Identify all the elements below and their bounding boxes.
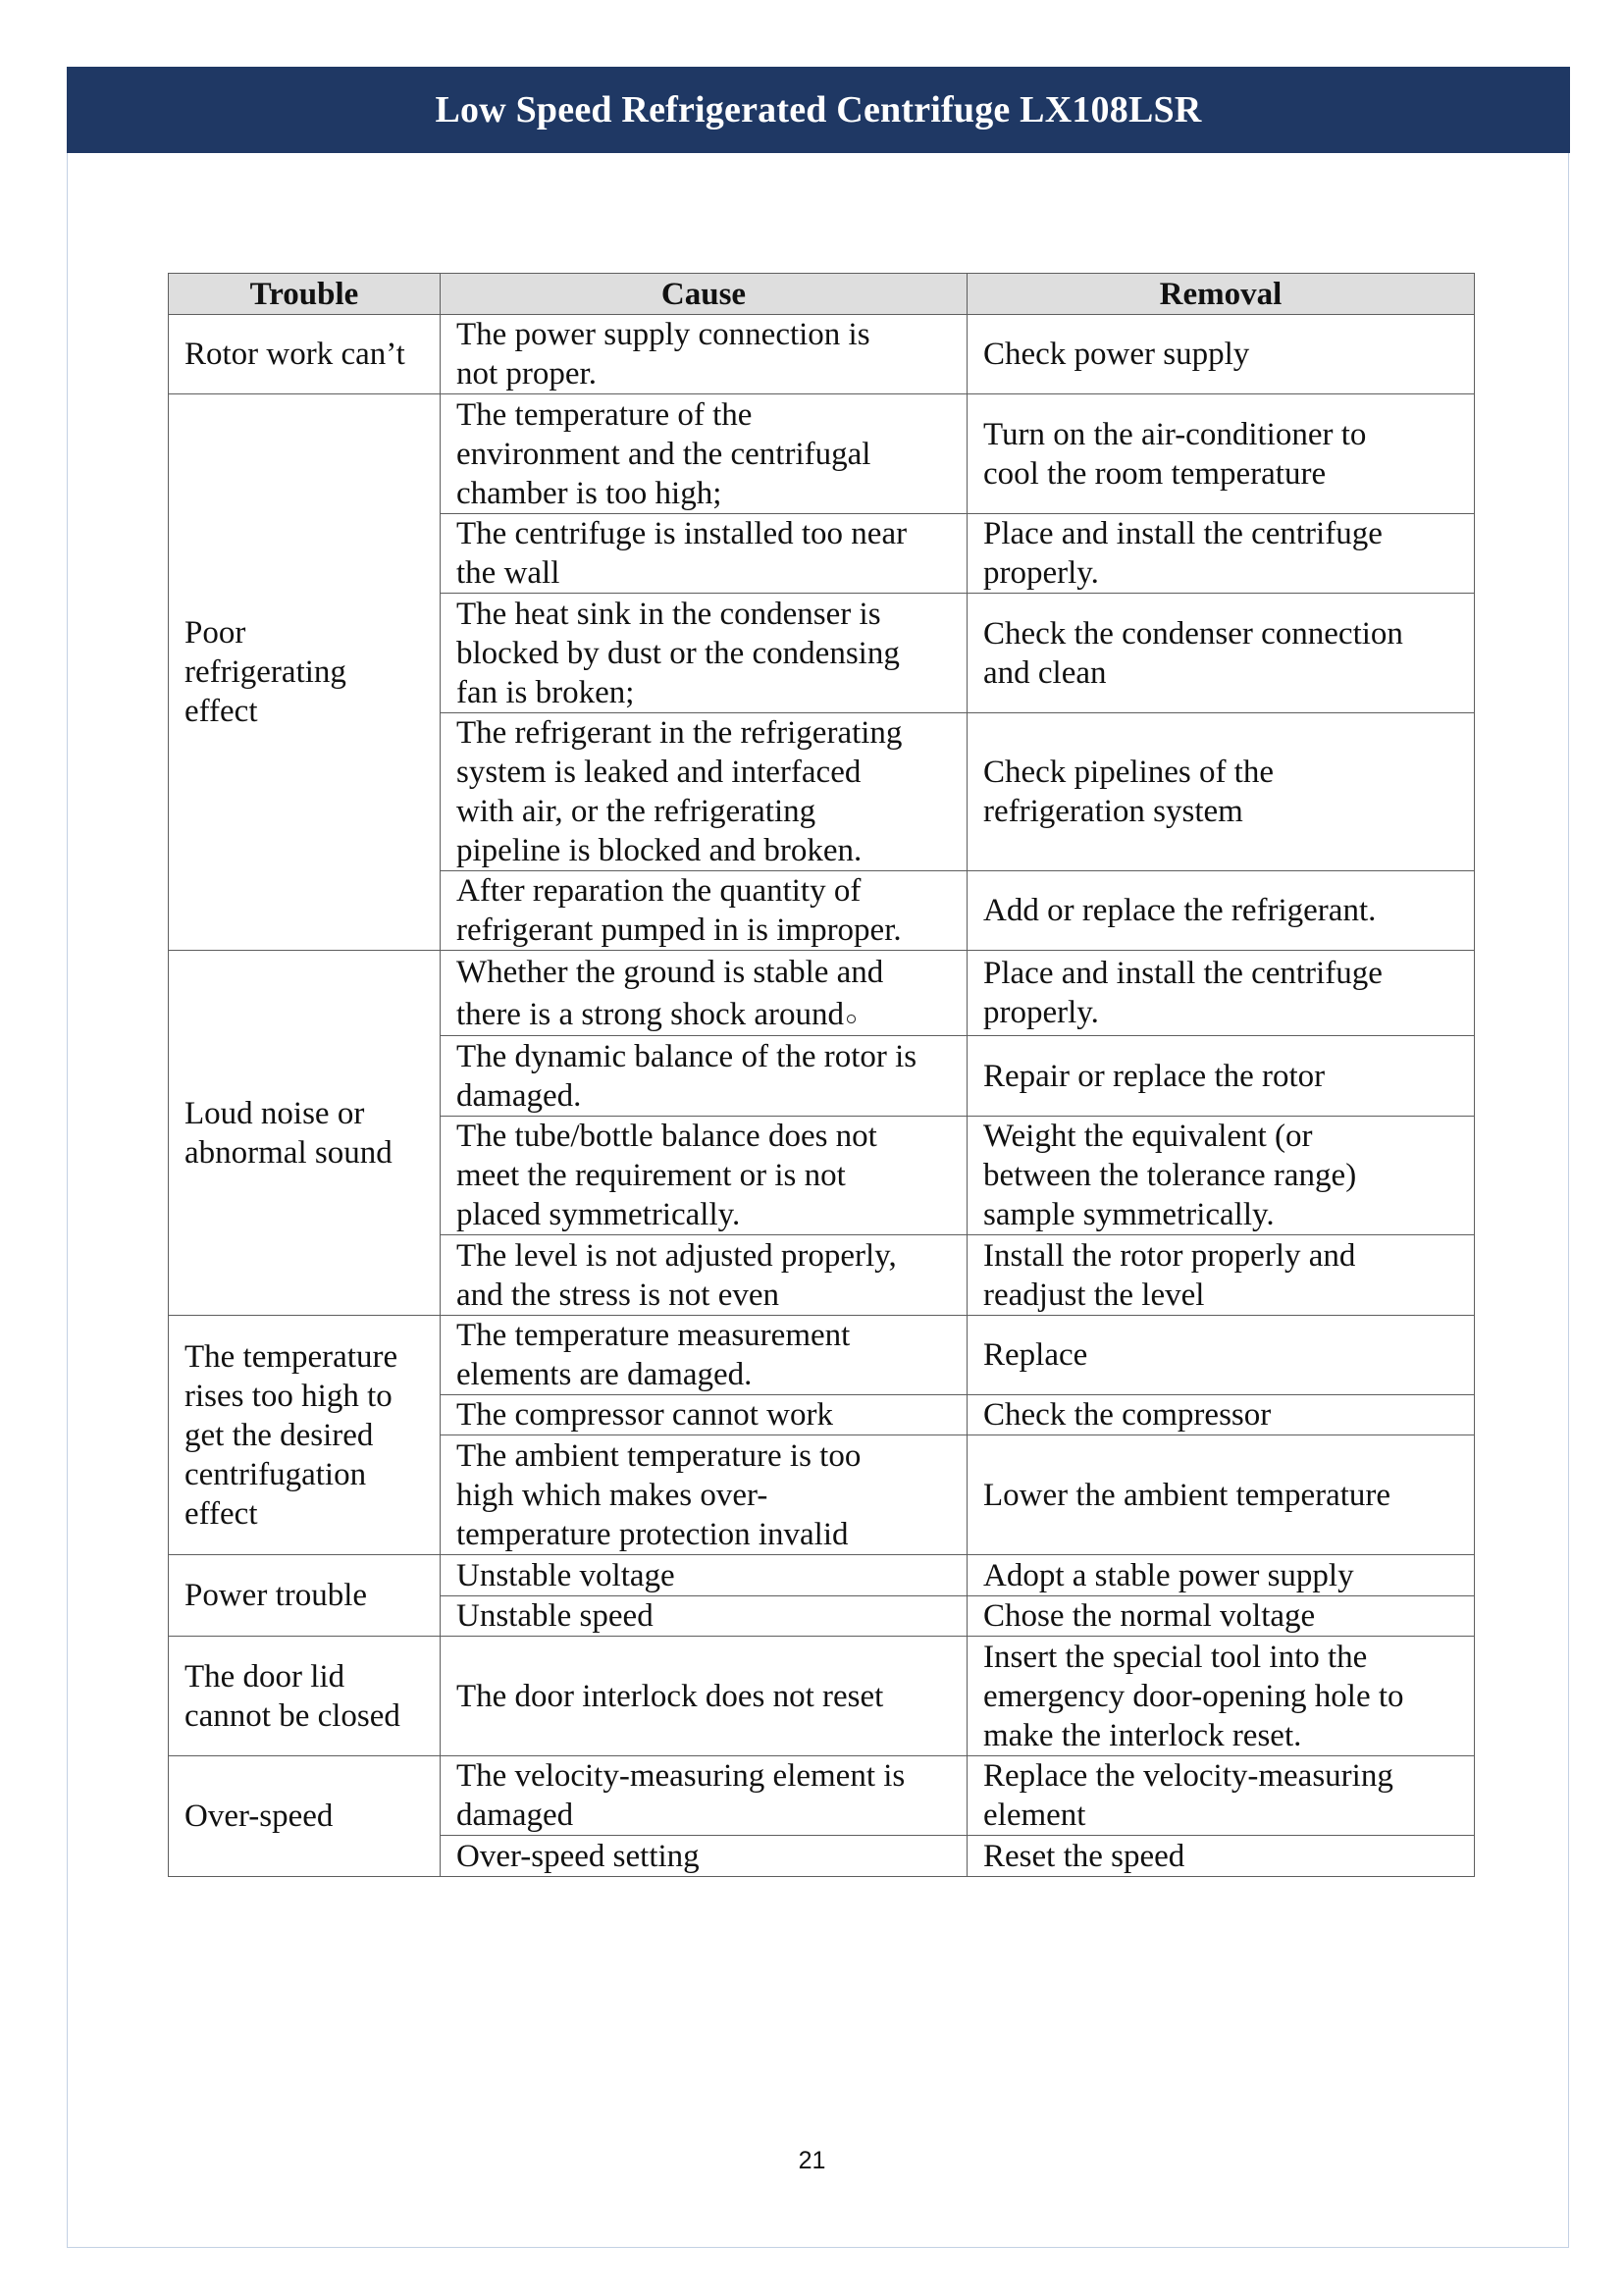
trouble-cell: Rotor work can’t	[169, 315, 441, 394]
cause-cell: The door interlock does not reset	[441, 1637, 968, 1756]
removal-cell: Check pipelines of the refrigeration system	[968, 713, 1475, 871]
cause-cell: The centrifuge is installed too near the wall	[441, 514, 968, 594]
trouble-cell: The door lid cannot be closed	[169, 1637, 441, 1756]
table-row	[169, 1555, 1475, 1596]
troubleshooting-table	[168, 273, 1475, 1877]
removal-cell: Add or replace the refrigerant.	[968, 871, 1475, 951]
removal-cell: Weight the equivalent (or between the tolerance range) sample symmetrically.	[968, 1117, 1475, 1235]
cause-cell: The velocity-measuring element is damaged	[441, 1756, 968, 1836]
trouble-cell: Power trouble	[169, 1555, 441, 1637]
table-row	[169, 315, 1475, 394]
trouble-cell: Poor refrigerating effect	[169, 394, 441, 951]
trouble-cell: Over-speed	[169, 1756, 441, 1877]
removal-cell: Check the compressor	[968, 1395, 1475, 1435]
removal-cell: Replace the velocity-measuring element	[968, 1756, 1475, 1836]
ideographic-full-stop	[844, 992, 861, 1024]
cause-cell: Whether the ground is stable and there is a strong shock around	[441, 951, 968, 1036]
removal-cell: Turn on the air-conditioner to cool the room temperature	[968, 394, 1475, 514]
cause-cell: After reparation the quantity of refrigerant pumped in is improper.	[441, 871, 968, 951]
cause-cell: Unstable speed	[441, 1596, 968, 1637]
page-frame	[67, 67, 1569, 2248]
page-number: 21	[798, 2147, 826, 2174]
removal-cell: Adopt a stable power supply	[968, 1555, 1475, 1596]
cause-cell: The compressor cannot work	[441, 1395, 968, 1435]
cause-cell: The dynamic balance of the rotor is damaged.	[441, 1036, 968, 1117]
cause-cell: Over-speed setting	[441, 1836, 968, 1877]
trouble-cell: Loud noise or abnormal sound	[169, 951, 441, 1316]
table-row	[169, 1316, 1475, 1395]
removal-cell: Chose the normal voltage	[968, 1596, 1475, 1637]
column-header-cause: Cause	[441, 274, 968, 315]
removal-cell: Check power supply	[968, 315, 1475, 394]
cause-cell: The tube/bottle balance does not meet the requirement or is not placed symmetrically.	[441, 1117, 968, 1235]
column-header-removal: Removal	[968, 274, 1475, 315]
removal-cell: Check the condenser connection and clean	[968, 594, 1475, 713]
cause-cell: The refrigerant in the refrigerating system is leaked and interfaced with air, or the refrigerating pipeline is blocked and broken.	[441, 713, 968, 871]
table-row	[169, 1637, 1475, 1756]
trouble-cell: The temperature rises too high to get the desired centrifugation effect	[169, 1316, 441, 1555]
table-row	[169, 951, 1475, 1036]
removal-cell: Reset the speed	[968, 1836, 1475, 1877]
removal-cell: Place and install the centrifuge properly.	[968, 951, 1475, 1036]
cause-cell: The power supply connection is not proper.	[441, 315, 968, 394]
removal-cell: Repair or replace the rotor	[968, 1036, 1475, 1117]
cause-cell: The heat sink in the condenser is blocked by dust or the condensing fan is broken;	[441, 594, 968, 713]
cause-cell: The ambient temperature is too high which makes over- temperature protection invalid	[441, 1435, 968, 1555]
cause-cell: The temperature of the environment and the centrifugal chamber is too high;	[441, 394, 968, 514]
removal-cell: Lower the ambient temperature	[968, 1435, 1475, 1555]
cause-cell: The level is not adjusted properly, and the stress is not even	[441, 1235, 968, 1316]
removal-cell: Insert the special tool into the emergency door-opening hole to make the interlock reset.	[968, 1637, 1475, 1756]
removal-cell: Install the rotor properly and readjust the level	[968, 1235, 1475, 1316]
removal-cell: Place and install the centrifuge properly.	[968, 514, 1475, 594]
table-header-row	[169, 274, 1475, 315]
cause-cell: The temperature measurement elements are damaged.	[441, 1316, 968, 1395]
document-title: Low Speed Refrigerated Centrifuge LX108LSR	[435, 89, 1202, 130]
table-row	[169, 1756, 1475, 1836]
cause-cell: Unstable voltage	[441, 1555, 968, 1596]
table-row	[169, 394, 1475, 514]
column-header-trouble: Trouble	[169, 274, 441, 315]
removal-cell: Replace	[968, 1316, 1475, 1395]
page-header-bar	[67, 67, 1570, 153]
